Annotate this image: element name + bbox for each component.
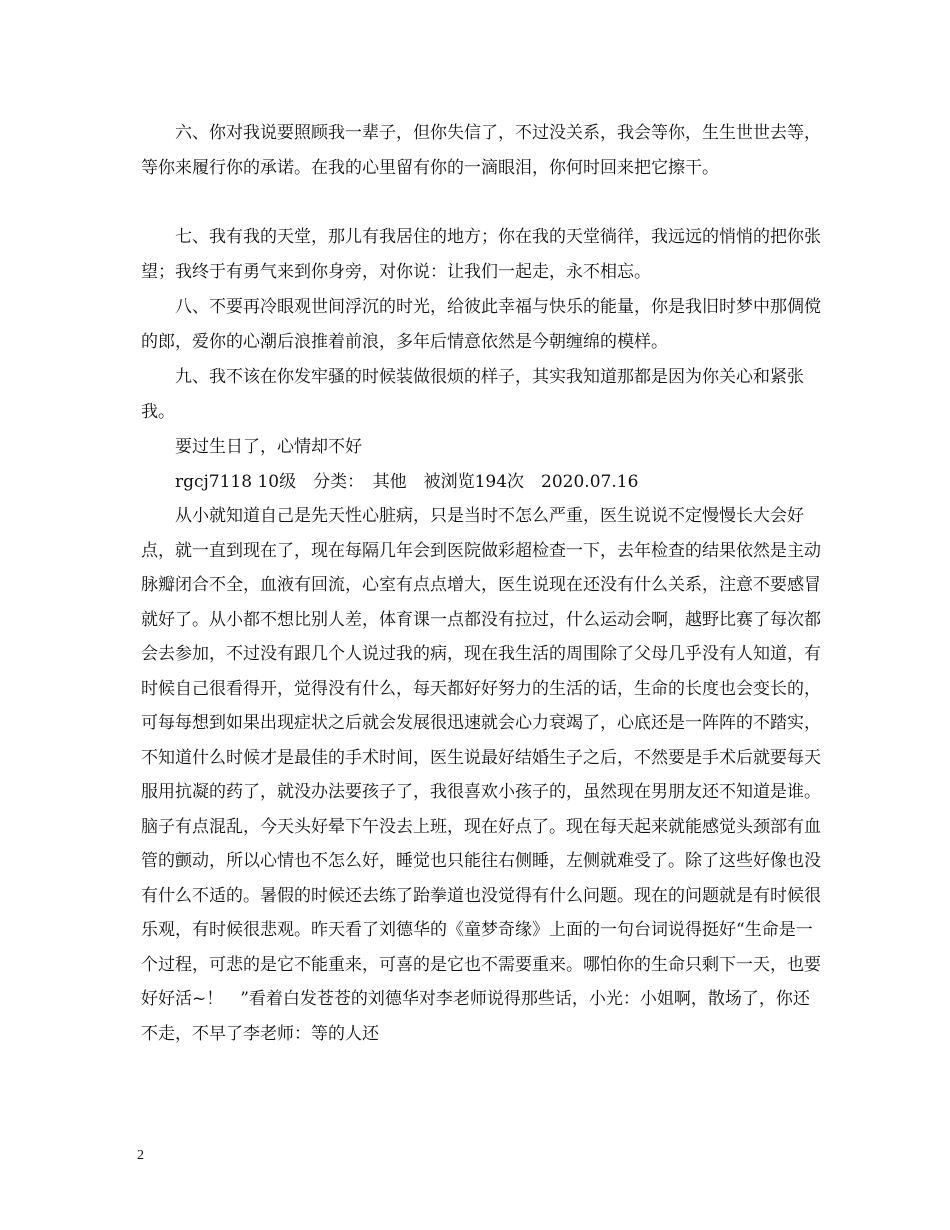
paragraph-nine: 九、我不该在你发牢骚的时候装做很烦的样子，其实我知道那都是因为你关心和紧张我。: [141, 367, 804, 422]
post-body: 从小就知道自己是先天性心脏病，只是当时不怎么严重，医生说说不定慢慢长大会好点，就一直到现在了，现在每隔几年会到医院做彩超检查一下，去年检查的结果依然是主动脉瓣闭合不全，血液有回流，心室有点点增大，医生说现在还没有什么关系，注意不要感冒就好了。从小都不想比别人差，体育课一点都没有拉过，什么运动会啊，越野比赛了每次都会去参加，不过没有跟几个人说过我的病，现在我生活的周围除了父母几乎没有人知道，有时候自己很看得开，觉得没有什么，每天都好好努力的生活的话，生命的长度也会变长的，可每每想到如果出现症状之后就会发展很迅速就会心力衰竭了，心底还是一阵阵的不踏实，不知道什么时候才是最佳的手术时间，医生说最好结婚生子之后，不然要是手术后就要每天服用抗凝的药了，就没办法要孩子了，我很喜欢小孩子的，虽然现在男朋友还不知道是谁。脑子有点混乱，今天头好晕下午没去上班，现在好点了。现在每天起来就能感觉头颈部有血管的颤动，所以心情也不怎么好，睡觉也只能往右侧睡，左侧就难受了。除了这些好像也没有什么不适的。暑假的时候还去练了跆拳道也没觉得有什么问题。现在的问题就是有时候很乐观，有时候很悲观。昨天看了刘德华的《童梦奇缘》上面的一句台词说得挺好“生命是一个过程，可悲的是它不能重来，可喜的是它也不需要重来。哪怕你的生命只剩下一天，也要好好活~！ ”看着白发苍苍的刘德华对李老师说得那些话，小光：小姐啊，散场了，你还不走，不早了李老师：等的人还: [141, 506, 821, 1044]
post-title: 要过生日了，心情却不好: [141, 437, 362, 457]
paragraph-seven: 七、我有我的天堂，那儿有我居住的地方；你在我的天堂徜徉，我远远的悄悄的把你张望；我终于有勇气来到你身旁，对你说：让我们一起走，永不相忘。: [141, 227, 821, 282]
paragraph-eight: 八、不要再冷眼观世间浮沉的时光，给彼此幸福与快乐的能量，你是我旧时梦中那倜傥的郎，爱你的心潮后浪推着前浪，多年后情意依然是今朝缠绵的模样。: [141, 297, 821, 352]
page-number: 2: [137, 1148, 144, 1163]
post-meta: rgcj7118 10级 分类： 其他 被浏览194次 2020.07.16: [141, 472, 639, 492]
paragraph-six: 六、你对我说要照顾我一辈子，但你失信了，不过没关系，我会等你，生生世世去等，等你来履行你的承诺。在我的心里留有你的一滴眼泪，你何时回来把它擦干。: [141, 123, 821, 178]
